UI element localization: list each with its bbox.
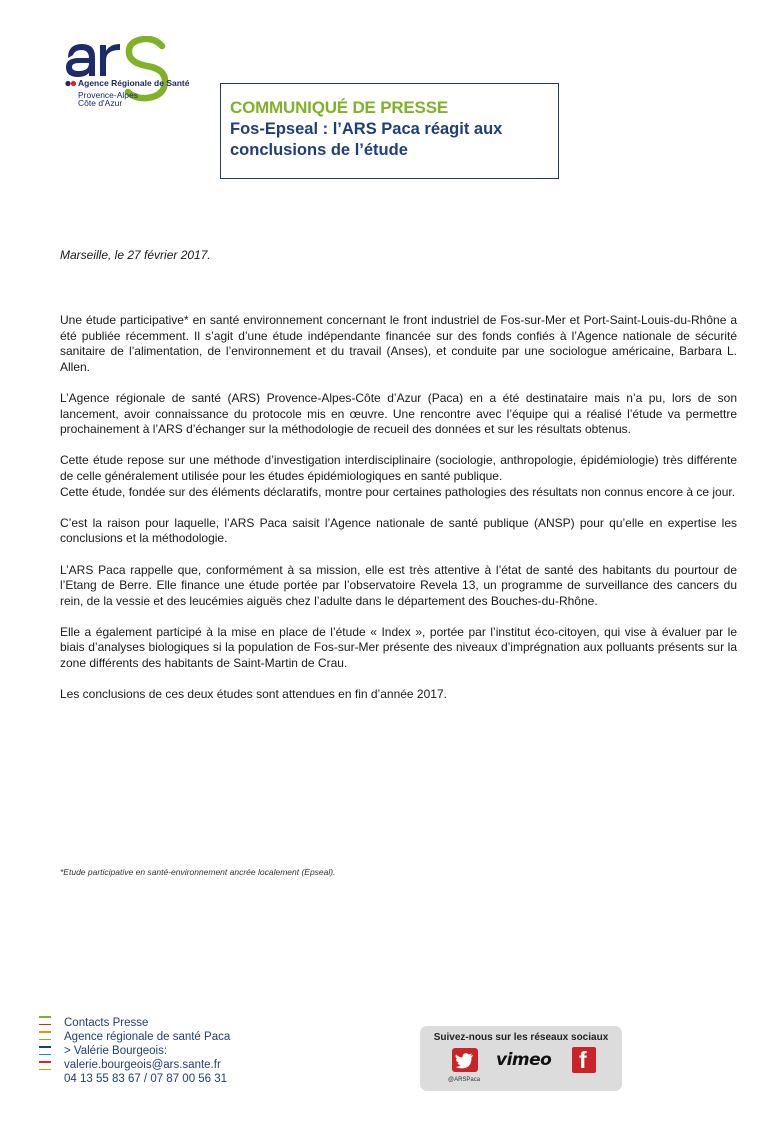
facebook-glyph: f — [579, 1047, 587, 1073]
press-release-label: COMMUNIQUÉ DE PRESSE — [230, 98, 448, 117]
social-networks-box — [420, 1026, 622, 1091]
color-bar — [39, 1039, 51, 1041]
press-contacts — [64, 1016, 230, 1086]
contacts-phone: 04 13 55 83 67 / 07 87 00 56 31 — [64, 1073, 228, 1085]
twitter-icon[interactable] — [452, 1048, 478, 1072]
color-bar — [39, 1031, 51, 1033]
color-bar — [39, 1016, 51, 1018]
paragraph: L’Agence régionale de santé (ARS) Provence-Alpes-Côte d’Azur (Paca) en a été destinataire mais n’a pu, lors de son lancement, avoir connaissance du protocole mis en œuvre. Une rencontre avec l’équipe qui a réalisé l’étude va permettre prochainement à l’ARS d’échanger sur la méthodologie de recueil des données et sur les résultats obtenus. — [60, 390, 737, 437]
color-bar — [39, 1054, 51, 1056]
social-title: Suivez-nous sur les réseaux sociaux — [433, 1032, 609, 1043]
press-release-title-line1: Fos-Epseal : l’ARS Paca réagit aux — [230, 120, 503, 138]
contacts-organization: Agence régionale de santé Paca — [64, 1031, 231, 1043]
press-release-title-line2: conclusions de l’étude — [230, 141, 408, 159]
color-bar — [39, 1069, 51, 1071]
ars-logo — [62, 36, 196, 112]
logo-agency-name: Agence Régionale de Santé — [78, 78, 190, 88]
press-release-header — [220, 83, 559, 179]
paragraph: L’ARS Paca rappelle que, conformément à sa mission, elle est très attentive à l’état de santé des habitants du pourtour de l’Etang de Berre. Elle finance une étude portée par l’observatoire Revela 13, un programme de surveillance des cancers du rein, de la vessie et des leucémies aiguës chez l’adulte dans le département des Bouches-du-Rhône. — [60, 562, 737, 608]
logo-region-line1: Provence-Alpes — [78, 90, 139, 100]
paragraph: Elle a également participé à la mise en place de l’étude « Index », portée par l’institut éco-citoyen, qui vise à évaluer par le biais d’analyses biologiques si la population de Fos-sur-Mer présente des niveaux d’imprégnation aux polluants présents sur la zone différents des habitants de Saint-Martin de Crau. — [60, 624, 737, 671]
color-bar — [39, 1061, 51, 1063]
logo-region-line2: Côte d'Azur — [78, 98, 123, 108]
body-text — [60, 313, 737, 718]
paragraph: Une étude participative* en santé environnement concernant le front industriel de Fos-sur-Mer et Port-Saint-Louis-du-Rhône a été publiée récemment. Il s’agit d’une étude indépendante financée sur des fonds confiés à l’Agence nationale de sécurité sanitaire de l’alimentation, de l’environnement et du travail (Anses), et conduite par une sociologue américaine, Barbara L. Allen. — [60, 313, 737, 374]
contacts-email[interactable]: valerie.bourgeois@ars.sante.fr — [64, 1059, 221, 1071]
color-bar — [39, 1046, 51, 1048]
social-handle: @ARSPaca — [448, 1077, 481, 1083]
facebook-icon[interactable] — [572, 1047, 596, 1073]
paragraph: Cette étude repose sur une méthode d’investigation interdisciplinaire (sociologie, anthropologie, épidémiologie) très différente de celle généralement utilisée pour les études épidémiologiques en santé publique. — [60, 453, 737, 483]
vimeo-icon[interactable]: vimeo — [496, 1050, 552, 1070]
date-line: Marseille, le 27 février 2017. — [60, 248, 211, 262]
contacts-color-bars — [39, 1016, 51, 1076]
paragraph: C’est la raison pour laquelle, l’ARS Paca saisit l’Agence nationale de santé publique (ANSP) pour qu’elle en expertise les conclusions et la méthodologie. — [60, 515, 737, 546]
footnote: *Etude participative en santé-environnement ancrée localement (Epseal). — [60, 867, 336, 877]
paragraph: Les conclusions de ces deux études sont attendues en fin d’année 2017. — [60, 687, 447, 702]
color-bar — [39, 1024, 51, 1026]
paragraph: Cette étude, fondée sur des éléments déclaratifs, montre pour certaines pathologies des résultats non connus encore à ce jour. — [60, 484, 736, 499]
contacts-heading: Contacts Presse — [64, 1017, 149, 1029]
contacts-person: > Valérie Bourgeois: — [64, 1045, 168, 1057]
